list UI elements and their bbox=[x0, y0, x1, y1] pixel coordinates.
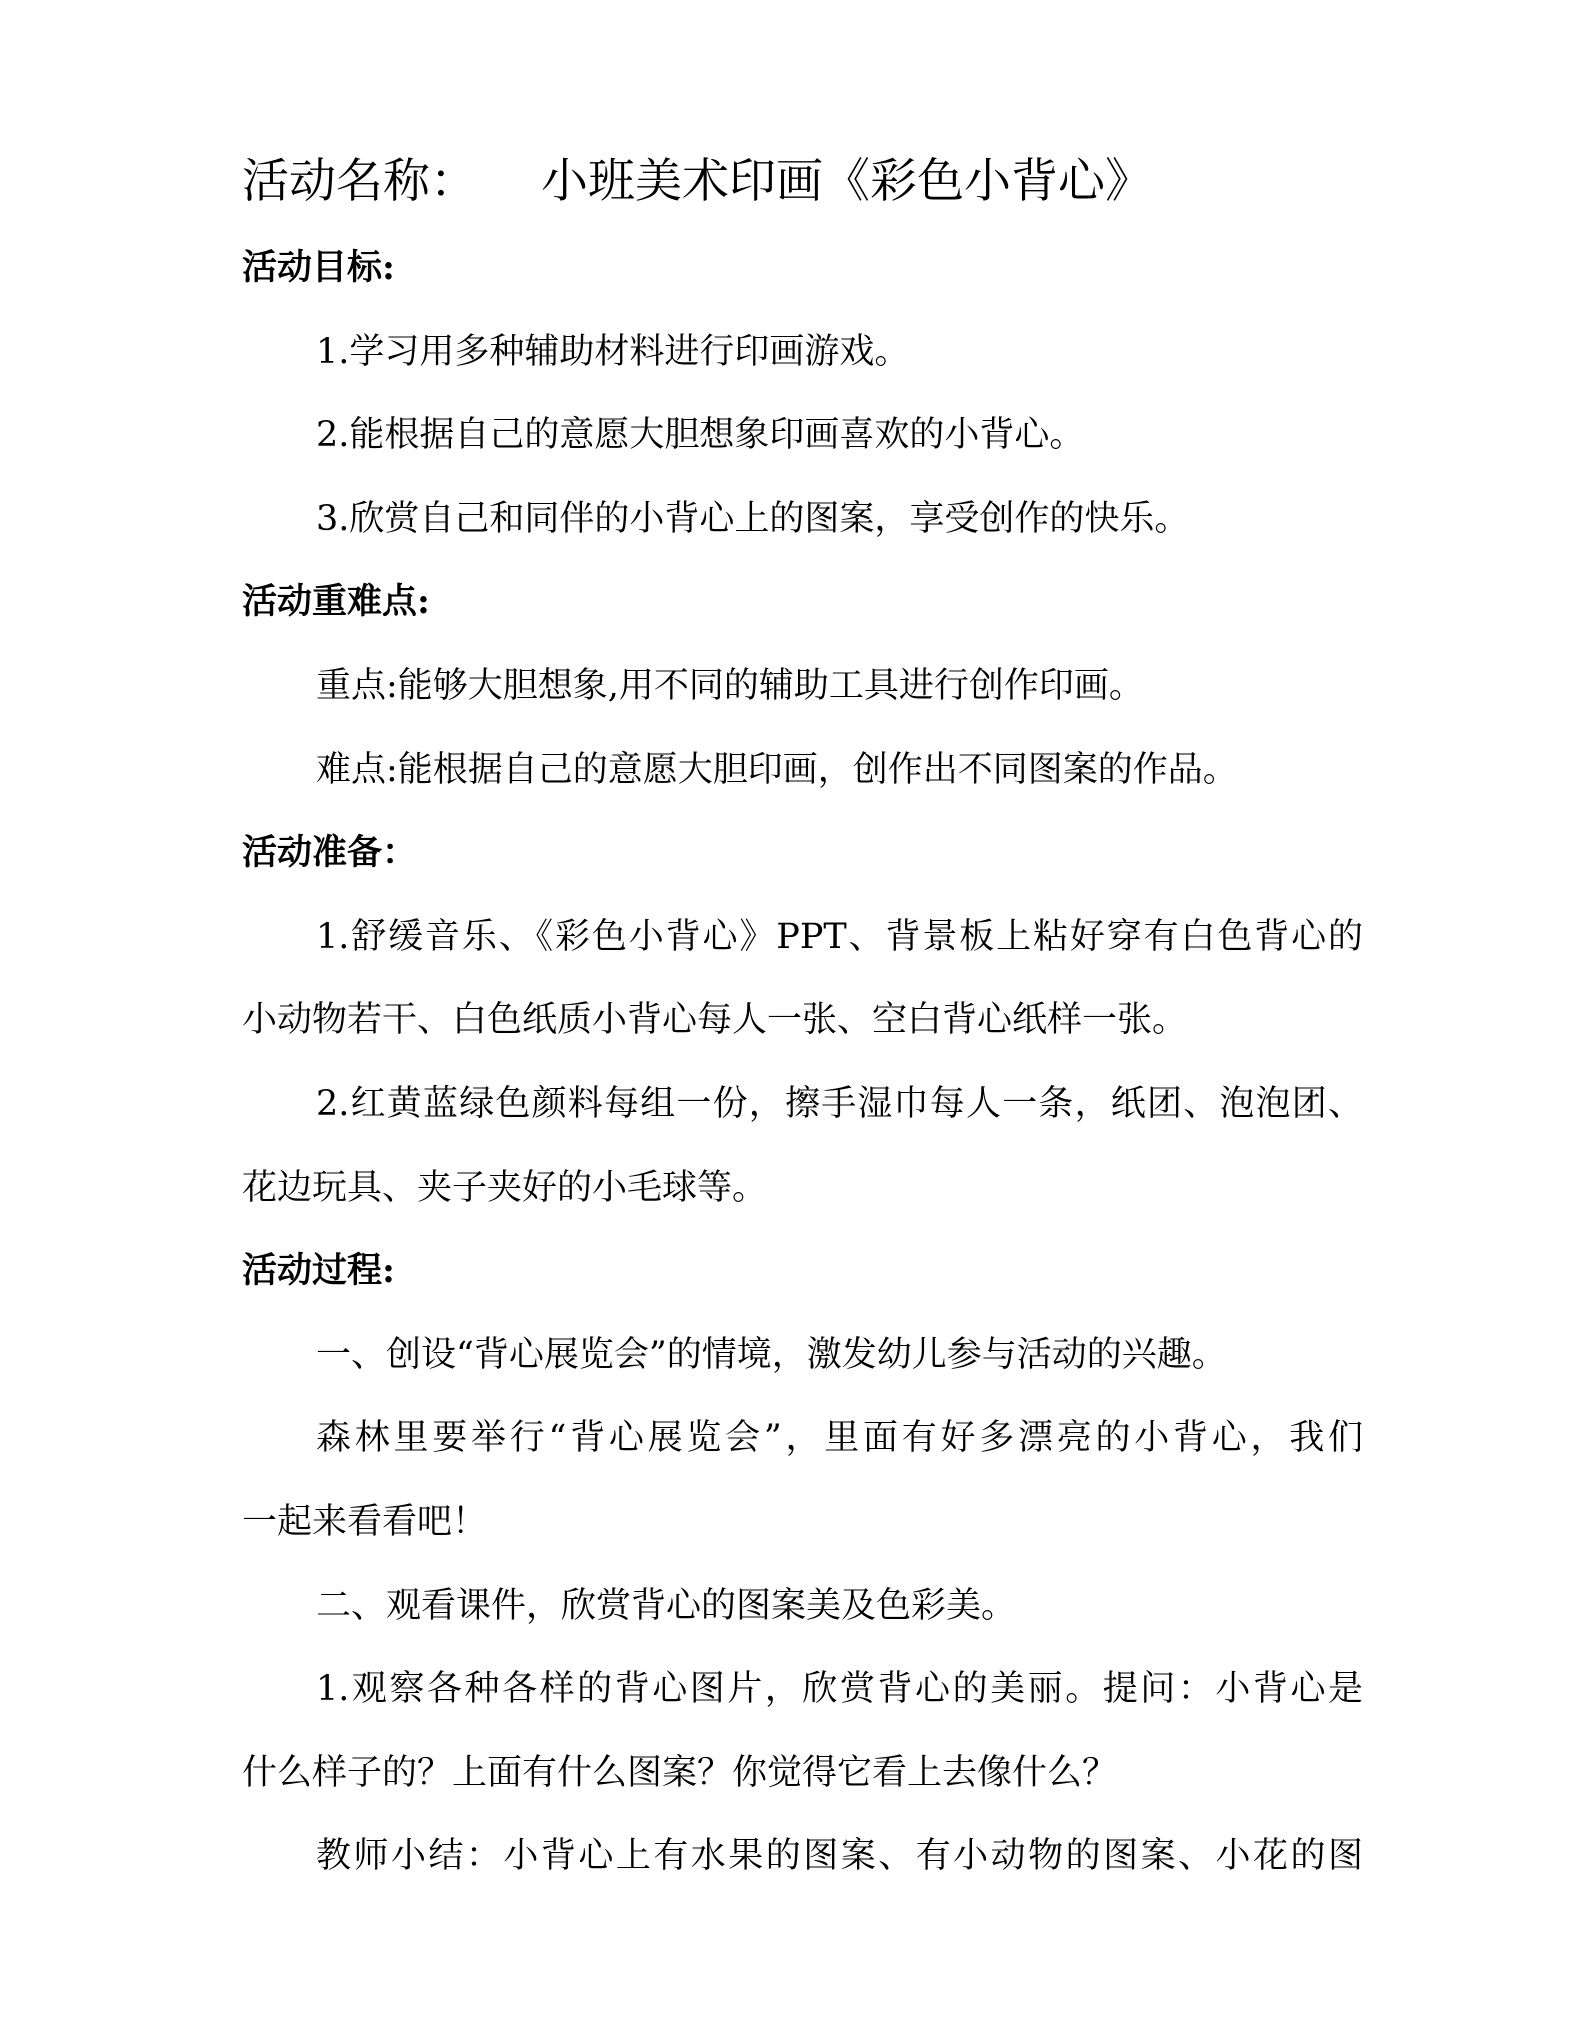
paragraph-line: 1.学习用多种辅助材料进行印画游戏。 bbox=[316, 331, 910, 372]
paragraph-line: 难点:能根据自己的意愿大胆印画，创作出不同图案的作品。 bbox=[316, 749, 1238, 790]
title-label: 活动名称： bbox=[242, 154, 477, 209]
paragraph-line: 小动物若干、白色纸质小背心每人一张、空白背心纸样一张。 bbox=[242, 1000, 1188, 1041]
paragraph-line: 2.红黄蓝绿色颜料每组一份，擦手湿巾每人一条，纸团、泡泡团、 bbox=[316, 1084, 1363, 1124]
paragraph-line: 一、创设“背心展览会”的情境，激发幼儿参与活动的兴趣。 bbox=[316, 1334, 1227, 1375]
paragraph-line: 什么样子的？上面有什么图案？你觉得它看上去像什么？ bbox=[242, 1752, 1118, 1793]
paragraph-line: 2.能根据自己的意愿大胆想象印画喜欢的小背心。 bbox=[316, 415, 1085, 456]
section-heading: 活动过程: bbox=[242, 1250, 395, 1292]
paragraph-line: 森林里要举行“背心展览会”，里面有好多漂亮的小背心，我们 bbox=[316, 1418, 1363, 1459]
paragraph-line: 1.舒缓音乐、《彩色小背心》PPT、背景板上粘好穿有白色背心的 bbox=[316, 916, 1363, 957]
paragraph-line: 3.欣赏自己和同伴的小背心上的图案，享受创作的快乐。 bbox=[316, 498, 1190, 539]
paragraph-line: 花边玩具、夹子夹好的小毛球等。 bbox=[242, 1167, 768, 1208]
paragraph-line: 教师小结：小背心上有水果的图案、有小动物的图案、小花的图 bbox=[316, 1836, 1363, 1877]
section-heading: 活动准备： bbox=[242, 832, 418, 874]
section-heading: 活动重难点: bbox=[242, 581, 430, 623]
activity-name: 小班美术印画《彩色小背心》 bbox=[541, 154, 1152, 209]
section-heading: 活动目标: bbox=[242, 247, 395, 288]
paragraph-line: 二、观看课件，欣赏背心的图案美及色彩美。 bbox=[316, 1585, 1017, 1626]
document-title bbox=[242, 150, 1152, 214]
paragraph-line: 一起来看看吧！ bbox=[242, 1502, 488, 1542]
paragraph-line: 重点:能够大胆想象,用不同的辅助工具进行创作印画。 bbox=[316, 666, 1144, 706]
paragraph-line: 1.观察各种各样的背心图片，欣赏背心的美丽。提问：小背心是 bbox=[316, 1669, 1363, 1710]
